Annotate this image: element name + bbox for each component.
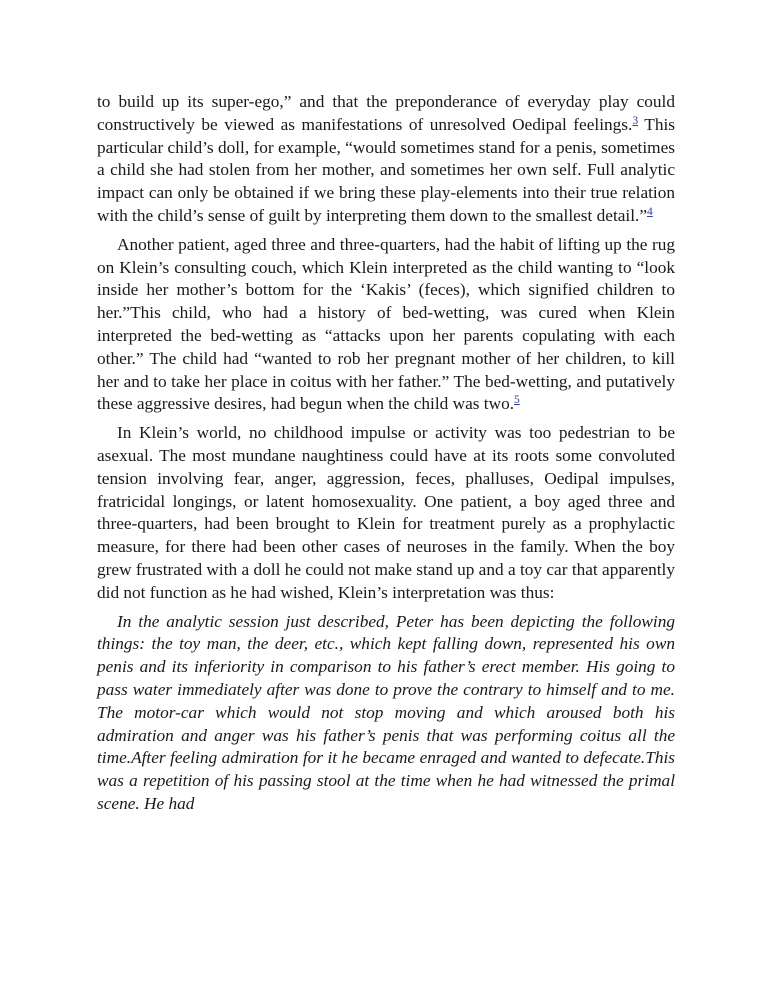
footnote-ref-5[interactable]: 5 [514, 394, 520, 407]
paragraph-1-text-b: This particular child’s doll, for example, “would sometimes stand for a penis, sometimes a child she had stolen from her mother, and sometimes her own self. Full analytic impact can only be obtained if we bring these play-elements into their true relation with the child’s sense of guilt by interpreting them down to the smallest detail.” [97, 114, 675, 225]
footnote-ref-4[interactable]: 4 [647, 205, 653, 218]
paragraph-continuation [97, 91, 675, 228]
quote-text: In the analytic session just described, Peter has been depicting the following things: the toy man, the deer, etc., which kept falling down, represented his own penis and its inferiority in comparison to his father’s erect member. His going to pass water immediately after was done to prove the contrary to himself and to me. The motor-car which would not stop moving and which aroused both his admiration and anger was his father’s penis that was performing coitus all the time.After feeling admiration for it he became enraged and wanted to defecate.This was a repetition of his passing stool at the time when he had witnessed the primal scene. He had [97, 611, 675, 813]
paragraph-2-text: Another patient, aged three and three-quarters, had the habit of lifting up the rug on Klein’s consulting couch, which Klein interpreted as the child wanting to “look inside her mother’s bottom for the ‘Kakis’ (feces), which signified children to her.”This child, who had a history of bed-wetting, was cured when Klein interpreted the bed-wetting as “attacks upon her parents copulating with each other.” The child had “wanted to rob her pregnant mother of her children, to kill her and to take her place in coitus with her father.” The bed-wetting, and putatively these aggressive desires, had begun when the child was two. [97, 234, 675, 414]
paragraph-1-text-a: to build up its super-ego,” and that the preponderance of everyday play could constructively be viewed as manifestations of unresolved Oedipal feelings. [97, 92, 675, 134]
paragraph-3-text: In Klein’s world, no childhood impulse or activity was too pedestrian to be asexual. The most mundane naughtiness could have at its roots some convoluted tension involving fear, anger, aggression, feces, phalluses, Oedipal impulses, fratricidal longings, or latent homosexuality. One patient, a boy aged three and three-quarters, had been brought to Klein for treatment purely as a prophylactic measure, for there had been other cases of neuroses in the family. When the boy grew frustrated with a doll he could not make stand up and a toy car that apparently did not function as he had wished, Klein’s interpretation was thus: [97, 423, 675, 602]
paragraph-bed-wetting [97, 234, 675, 416]
paragraph-kleins-world [97, 422, 675, 604]
block-quote-peter [97, 611, 675, 816]
book-page [97, 91, 675, 816]
footnote-ref-3[interactable]: 3 [632, 114, 639, 127]
